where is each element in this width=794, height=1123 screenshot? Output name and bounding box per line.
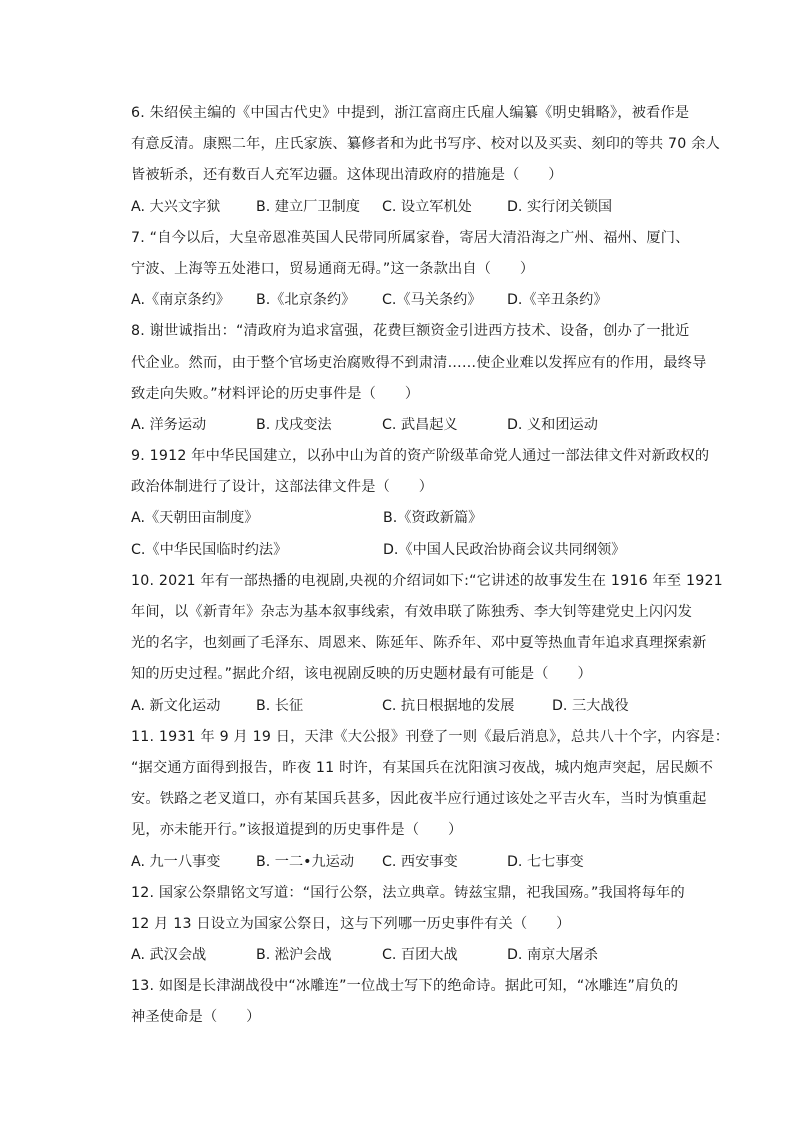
question-text-line: “据交通方面得到报告，昨夜 11 时许，有某国兵在沈阳演习夜战，城内炮声突起，居民颇不 — [131, 759, 714, 776]
question-text-line: 7. “自今以后，大皇帝恩准英国人民带同所属家眷，寄居大清沿海之广州、福州、厦门、 — [131, 229, 690, 246]
option-b: B.《北京条约》 — [256, 292, 356, 309]
option-c: C.《马关条约》 — [382, 292, 482, 309]
exam-page — [131, 98, 730, 1034]
question-7 — [131, 223, 691, 317]
option-a: A. 新文化运动 — [131, 697, 221, 714]
question-text-line: 8. 谢世诚指出：“清政府为追求富强，花费巨额资金引进西方技术、设备，创办了一批近 — [131, 323, 690, 340]
question-11 — [131, 722, 730, 878]
answer-options — [131, 847, 691, 878]
question-text-line: 12 月 13 日设立为国家公祭日，这与下列哪一历史事件有关（ ） — [131, 915, 571, 932]
answer-options — [131, 940, 691, 971]
option-a: A. 九一八事变 — [131, 853, 221, 870]
question-text-line: 皆被斩杀，还有数百人充军边疆。这体现出清政府的措施是（ ） — [131, 167, 563, 184]
answer-options-row-1 — [131, 503, 691, 534]
answer-options — [131, 691, 691, 722]
question-text-line: 11. 1931 年 9 月 19 日，天津《大公报》刊登了一则《最后消息》，总共八十个字，内容是： — [131, 728, 730, 745]
option-c: C.《中华民国临时约法》 — [131, 541, 288, 558]
question-text-line: 12. 国家公祭鼎铭文写道：“国行公祭，法立典章。铸兹宝鼎，祀我国殇。”我国将每年的 — [131, 884, 685, 901]
option-c: C. 百团大战 — [382, 947, 458, 964]
option-d: D. 义和团运动 — [507, 416, 598, 433]
question-8 — [131, 316, 707, 441]
option-d: D. 实行闭关锁国 — [507, 198, 613, 215]
question-6 — [131, 98, 720, 223]
answer-options — [131, 285, 691, 316]
option-d: D.《辛丑条约》 — [507, 292, 608, 309]
option-a: A. 洋务运动 — [131, 416, 207, 433]
option-b: B. 建立厂卫制度 — [256, 198, 360, 215]
question-text-line: 9. 1912 年中华民国建立，以孙中山为首的资产阶级革命党人通过一部法律文件对新政权的 — [131, 448, 710, 465]
option-a: A. 武汉会战 — [131, 947, 207, 964]
question-10 — [131, 566, 723, 722]
option-a: A. 大兴文字狱 — [131, 198, 221, 215]
question-text-line: 有意反清。康熙二年，庄氏家族、纂修者和为此书写序、校对以及买卖、刻印的等共 70 余人 — [131, 136, 720, 153]
option-c: C. 西安事变 — [382, 853, 458, 870]
question-text-line: 10. 2021 年有一部热播的电视剧,央视的介绍词如下:“它讲述的故事发生在 1916 年至 1921 — [131, 572, 723, 589]
question-text-line: 知的历史过程。”据此介绍，该电视剧反映的历史题材最有可能是（ ） — [131, 666, 592, 683]
question-text-line: 年间，以《新青年》杂志为基本叙事线索，有效串联了陈独秀、李大钊等建党史上闪闪发 — [131, 604, 693, 620]
option-c: C. 抗日根据地的发展 — [382, 697, 515, 714]
answer-options — [131, 410, 691, 441]
option-c: C. 设立军机处 — [382, 198, 472, 215]
answer-options — [131, 192, 691, 223]
question-text-line: 代企业。然而，由于整个官场吏治腐败得不到肃清……使企业难以发挥应有的作用，最终导 — [131, 354, 707, 371]
option-d: D. 七七事变 — [507, 853, 584, 870]
option-d: D. 南京大屠杀 — [507, 947, 598, 964]
question-text-line: 致走向失败。”材料评论的历史事件是（ ） — [131, 385, 420, 402]
question-13 — [131, 971, 691, 1033]
option-b: B. 长征 — [256, 697, 304, 714]
question-12 — [131, 878, 691, 972]
question-text-line: 6. 朱绍侯主编的《中国古代史》中提到，浙江富商庄氏雇人编纂《明史辑略》，被看作是 — [131, 105, 690, 121]
option-b: B. 一二•九运动 — [256, 853, 355, 870]
question-text-line: 光的名字，也刻画了毛泽东、周恩来、陈延年、陈乔年、邓中夏等热血青年追求真理探索新 — [131, 635, 707, 652]
option-a: A.《天朝田亩制度》 — [131, 510, 259, 527]
option-b: B. 淞沪会战 — [256, 947, 332, 964]
option-b: B.《资政新篇》 — [383, 510, 483, 527]
option-c: C. 武昌起义 — [382, 416, 458, 433]
option-a: A.《南京条约》 — [131, 292, 231, 309]
question-text-line: 政治体制进行了设计，这部法律文件是（ ） — [131, 479, 434, 496]
question-text-line: 神圣使命是（ ） — [131, 1009, 261, 1026]
question-text-line: 宁波、上海等五处港口，贸易通商无碍。”这一条款出自（ ） — [131, 260, 535, 277]
option-d: D.《中国人民政治协商会议共同纲领》 — [383, 541, 626, 558]
option-d: D. 三大战役 — [552, 697, 629, 714]
question-text-line: 13. 如图是长津湖战役中“冰雕连”一位战士写下的绝命诗。据此可知，“冰雕连”肩负的 — [131, 978, 679, 995]
option-b: B. 戊戌变法 — [256, 416, 332, 433]
question-text-line: 见，亦未能开行。”该报道提到的历史事件是（ ） — [131, 822, 463, 839]
answer-options-row-2 — [131, 535, 691, 566]
question-text-line: 安。铁路之老叉道口，亦有某国兵甚多，因此夜半应行通过该处之平吉火车，当时为慎重起 — [131, 791, 707, 808]
question-9 — [131, 441, 710, 566]
